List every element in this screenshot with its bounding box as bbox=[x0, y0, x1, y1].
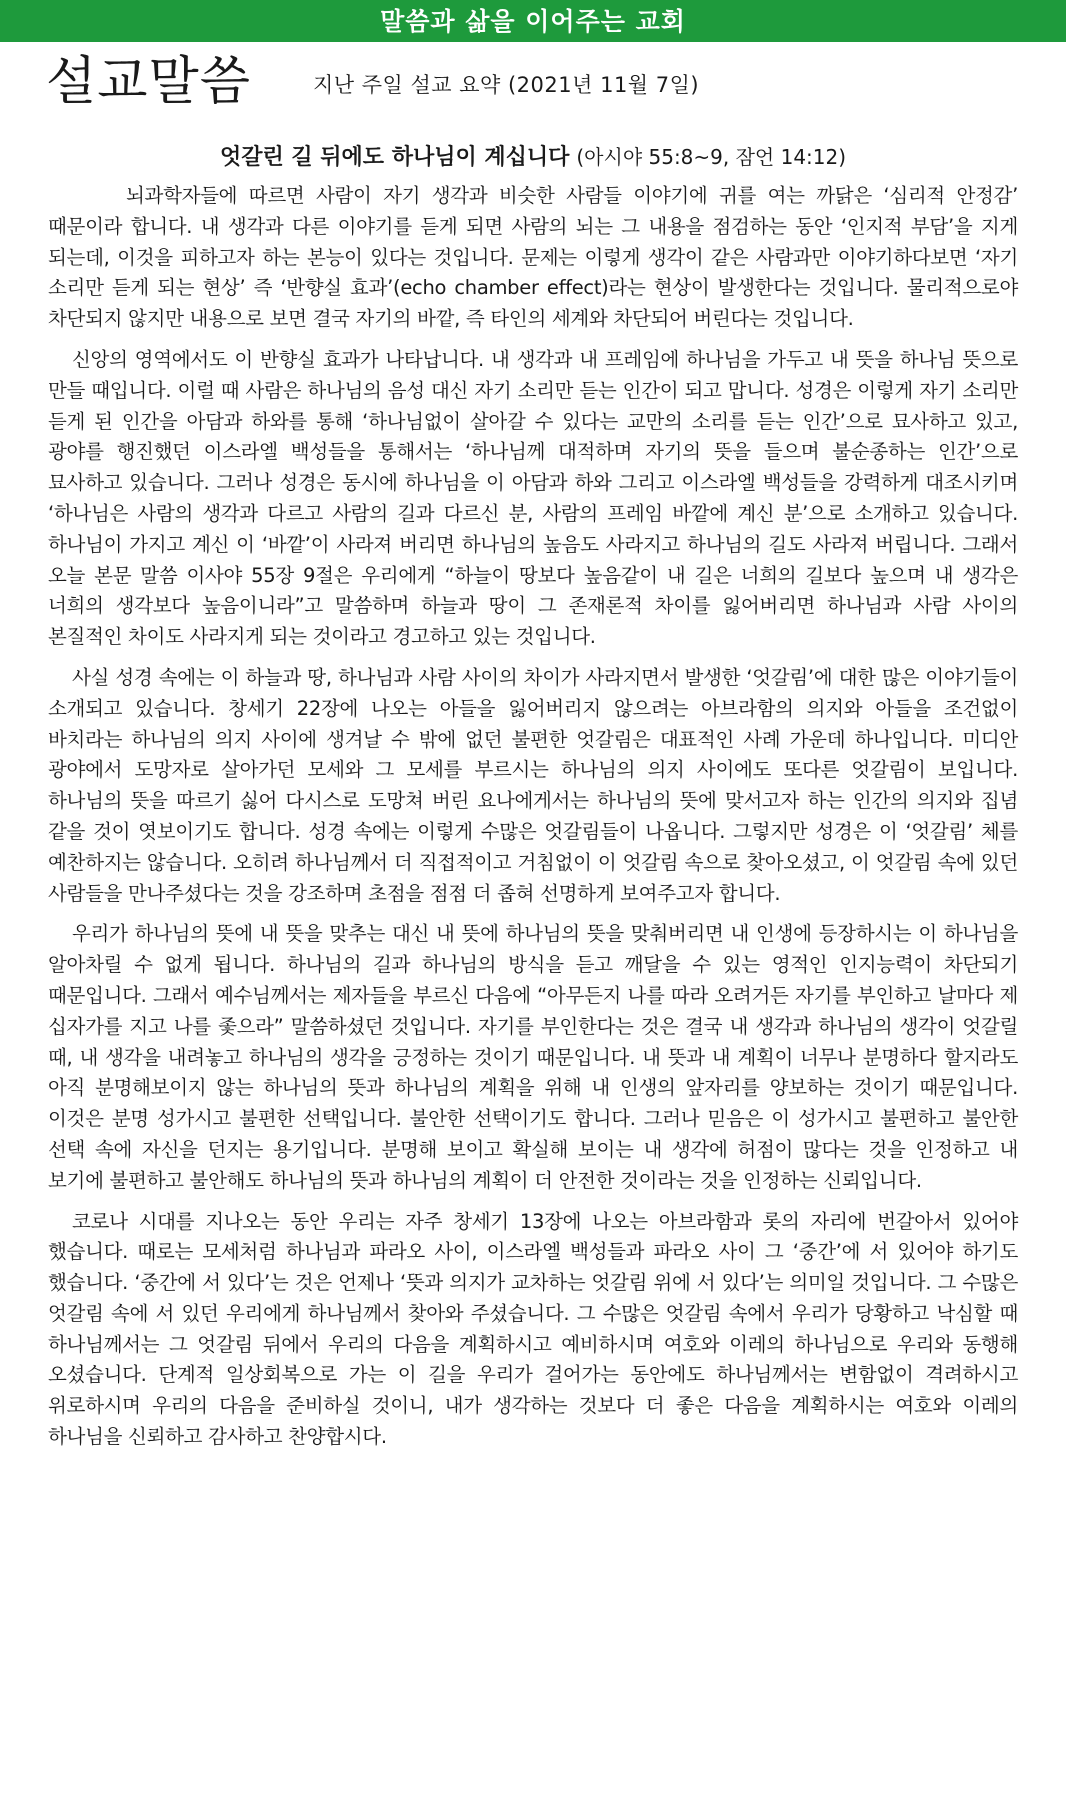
sermon-title: 엇갈린 길 뒤에도 하나님이 계십니다 bbox=[219, 145, 570, 170]
sermon-paragraph: 뇌과학자들에 따르면 사람이 자기 생각과 비슷한 사람들 이야기에 귀를 여는 까닭은 ‘심리적 안정감’ 때문이라 합니다. 내 생각과 다른 이야기를 듣게 되면 사람의 뇌는 그 내용을 점검하는 동안 ‘인지적 부담’을 지게 되는데, 이것을 피하고자 하는 본능이 있다는 것입니다. 문제는 이렇게 생각이 같은 사람과만 이야기하다보면 ‘자기 소리만 듣게 되는 현상’ 즉 ‘반향실 효과’(echo chamber effect)라는 현상이 발생한다는 것입니다. 물리적으로야 차단되지 않지만 내용으로 보면 결국 자기의 바깥, 즉 타인의 세계와 차단되어 버린다는 것입니다. bbox=[48, 184, 1018, 331]
sermon-paragraph: 코로나 시대를 지나오는 동안 우리는 자주 창세기 13장에 나오는 아브라함과 롯의 자리에 번갈아서 있어야 했습니다. 때로는 모세처럼 하나님과 파라오 사이, 이스라엘 백성들과 파라오 사이 그 ‘중간’에 서 있어야 하기도 했습니다. ‘중간에 서 있다’는 것은 언제나 ‘뜻과 의지가 교차하는 엇갈림 위에 서 있다’는 의미일 것입니다. 그 수많은 엇갈림 속에 서 있던 우리에게 하나님께서 찾아와 주셨습니다. 그 수많은 엇갈림 속에서 우리가 당황하고 낙심할 때 하나님께서는 그 엇갈림 뒤에서 우리의 다음을 계획하시고 예비하시며 여호와 이레의 하나님으로 우리와 동행해 오셨습니다. 단계적 일상회복으로 가는 이 길을 우리가 걸어가는 동안에도 하나님께서는 변함없이 격려하시고 위로하시며 우리의 다음을 준비하실 것이니, 내가 생각하는 것보다 더 좋은 다음을 계획하시는 여호와 이레의 하나님을 신뢰하고 감사하고 찬양합시다. bbox=[48, 1209, 1018, 1449]
sermon-paragraph: 우리가 하나님의 뜻에 내 뜻을 맞추는 대신 내 뜻에 하나님의 뜻을 맞춰버리면 내 인생에 등장하시는 이 하나님을 알아차릴 수 없게 됩니다. 하나님의 길과 하나님의 방식을 듣고 깨달을 수 있는 영적인 인지능력이 차단되기 때문입니다. 그래서 예수님께서는 제자들을 부르신 다음에 “아무든지 나를 따라 오려거든 자기를 부인하고 날마다 제 십자가를 지고 나를 좇으라” 말씀하셨던 것입니다. 자기를 부인한다는 것은 결국 내 생각과 하나님의 생각이 엇갈릴 때, 내 생각을 내려놓고 하나님의 생각을 긍정하는 것이기 때문입니다. 내 뜻과 내 계획이 너무나 분명하다 할지라도 아직 분명해보이지 않는 하나님의 뜻과 하나님의 계획을 위해 내 인생의 앞자리를 양보하는 것이기 때문입니다. 이것은 분명 성가시고 불편한 선택입니다. 불안한 선택이기도 합니다. 그러나 믿음은 이 성가시고 불편하고 불안한 선택 속에 자신을 던지는 용기입니다. 분명해 보이고 확실해 보이는 내 생각에 허점이 많다는 것을 인정하고 내 보기에 불편하고 불안해도 하나님의 뜻과 하나님의 계획이 더 안전한 것이라는 것을 인정하는 신뢰입니다. bbox=[48, 922, 1018, 1192]
section-title: 설교말씀 bbox=[46, 52, 251, 112]
sermon-heading bbox=[0, 142, 1066, 173]
sermon-body bbox=[48, 181, 1018, 1453]
page-header bbox=[0, 42, 1066, 120]
sermon-paragraph: 사실 성경 속에는 이 하늘과 땅, 하나님과 사람 사이의 차이가 사라지면서 발생한 ‘엇갈림’에 대한 많은 이야기들이 소개되고 있습니다. 창세기 22장에 나오는 아들을 잃어버리지 않으려는 아브라함의 의지와 아들을 조건없이 바치라는 하나님의 의지 사이에 생겨날 수 밖에 없던 불편한 엇갈림은 대표적인 사례 가운데 하나입니다. 미디안 광야에서 도망자로 살아가던 모세와 그 모세를 부르시는 하나님의 의지 사이에도 또다른 엇갈림이 보입니다. 하나님의 뜻을 따르기 싫어 다시스로 도망쳐 버린 요나에게서는 하나님의 뜻에 맞서고자 하는 인간의 의지와 집념 같을 것이 엿보이기도 합니다. 성경 속에는 이렇게 수많은 엇갈림들이 나옵니다. 그렇지만 성경은 이 ‘엇갈림’ 체를 예찬하지는 않습니다. 오히려 하나님께서 더 직접적이고 거침없이 이 엇갈림 속으로 찾아오셨고, 이 엇갈림 속에 있던 사람들을 만나주셨다는 것을 강조하며 초점을 점점 더 좁혀 선명하게 보여주고자 합니다. bbox=[48, 665, 1018, 905]
sermon-paragraph: 신앙의 영역에서도 이 반향실 효과가 나타납니다. 내 생각과 내 프레임에 하나님을 가두고 내 뜻을 하나님 뜻으로 만들 때입니다. 이럴 때 사람은 하나님의 음성 대신 자기 소리만 듣는 인간이 되고 맙니다. 성경은 이렇게 자기 소리만 듣게 된 인간을 아담과 하와를 통해 ‘하나님없이 살아갈 수 있다는 교만의 소리를 듣는 인간’으로 묘사하고 있고, 광야를 행진했던 이스라엘 백성들을 통해서는 ‘하나님께 대적하며 자기의 뜻을 들으며 불순종하는 인간’으로 묘사하고 있습니다. 그러나 성경은 동시에 하나님을 이 아담과 하와 그리고 이스라엘 백성들을 강력하게 대조시키며 ‘하나님은 사람의 생각과 다르고 사람의 길과 다르신 분, 사람의 프레임 바깥에 계신 분’으로 소개하고 있습니다. 하나님이 가지고 계신 이 ‘바깥’이 사라져 버리면 하나님의 높음도 사라지고 하나님의 길도 사라져 버립니다. 그래서 오늘 본문 말씀 이사야 55장 9절은 우리에게 “하늘이 땅보다 높음같이 내 길은 너희의 길보다 높으며 내 생각은 너희의 생각보다 높음이니라”고 말씀하며 하늘과 땅이 그 존재론적 차이를 잃어버리면 하나님과 사람 사이의 본질적인 차이도 사라지게 되는 것이라고 경고하고 있는 것입니다. bbox=[48, 347, 1018, 649]
church-banner bbox=[0, 0, 1066, 42]
section-subtitle: 지난 주일 설교 요약 (2021년 11월 7일) bbox=[313, 73, 700, 97]
church-slogan: 말씀과 삶을 이어주는 교회 bbox=[380, 7, 686, 36]
scripture-reference: (아시야 55:8~9, 잠언 14:12) bbox=[576, 145, 847, 169]
